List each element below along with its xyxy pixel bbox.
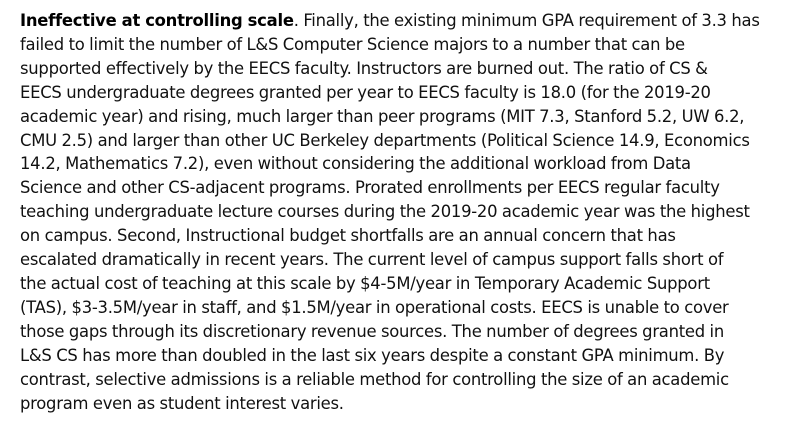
paragraph-line: program even as student interest varies. — [20, 393, 344, 413]
paragraph-line: the actual cost of teaching at this scale by $4-5M/year in Temporary Academic Support — [20, 273, 710, 293]
paragraph-line: escalated dramatically in recent years. The current level of campus support falls short of — [20, 250, 724, 270]
paragraph-line: supported effectively by the EECS faculty. Instructors are burned out. The ratio of CS & — [20, 58, 708, 78]
paragraph-line: those gaps through its discretionary revenue sources. The number of degrees granted in — [20, 321, 725, 341]
paragraph-line: contrast, selective admissions is a reliable method for controlling the size of an academic — [20, 369, 729, 389]
paragraph-line: L&S CS has more than doubled in the last six years despite a constant GPA minimum. By — [20, 345, 725, 365]
paragraph-lead-heading: Ineffective at controlling scale — [20, 11, 294, 30]
paragraph-line: on campus. Second, Instructional budget shortfalls are an annual concern that has — [20, 226, 676, 246]
paragraph-line: academic year) and rising, much larger than peer programs (MIT 7.3, Stanford 5.2, UW 6.2, — [20, 106, 745, 126]
paragraph-line: CMU 2.5) and larger than other UC Berkeley departments (Political Science 14.9, Economics — [20, 130, 750, 150]
paragraph-line-text: . Finally, the existing minimum GPA requirement of 3.3 has — [293, 11, 760, 30]
paragraph-line: failed to limit the number of L&S Computer Science majors to a number that can be — [20, 34, 685, 54]
paragraph-line — [20, 9, 788, 33]
paragraph-line: 14.2, Mathematics 7.2), even without considering the additional workload from Data — [20, 154, 691, 174]
paragraph-line: (TAS), $3-3.5M/year in staff, and $1.5M/year in operational costs. EECS is unable to cover — [20, 297, 729, 317]
paragraph-line: Science and other CS-adjacent programs. Prorated enrollments per EECS regular faculty — [20, 178, 720, 198]
paragraph-line: teaching undergraduate lecture courses during the 2019-20 academic year was the highest — [20, 202, 750, 222]
paragraph-line: EECS undergraduate degrees granted per year to EECS faculty is 18.0 (for the 2019-20 — [20, 82, 711, 102]
document-paragraph — [20, 9, 788, 415]
